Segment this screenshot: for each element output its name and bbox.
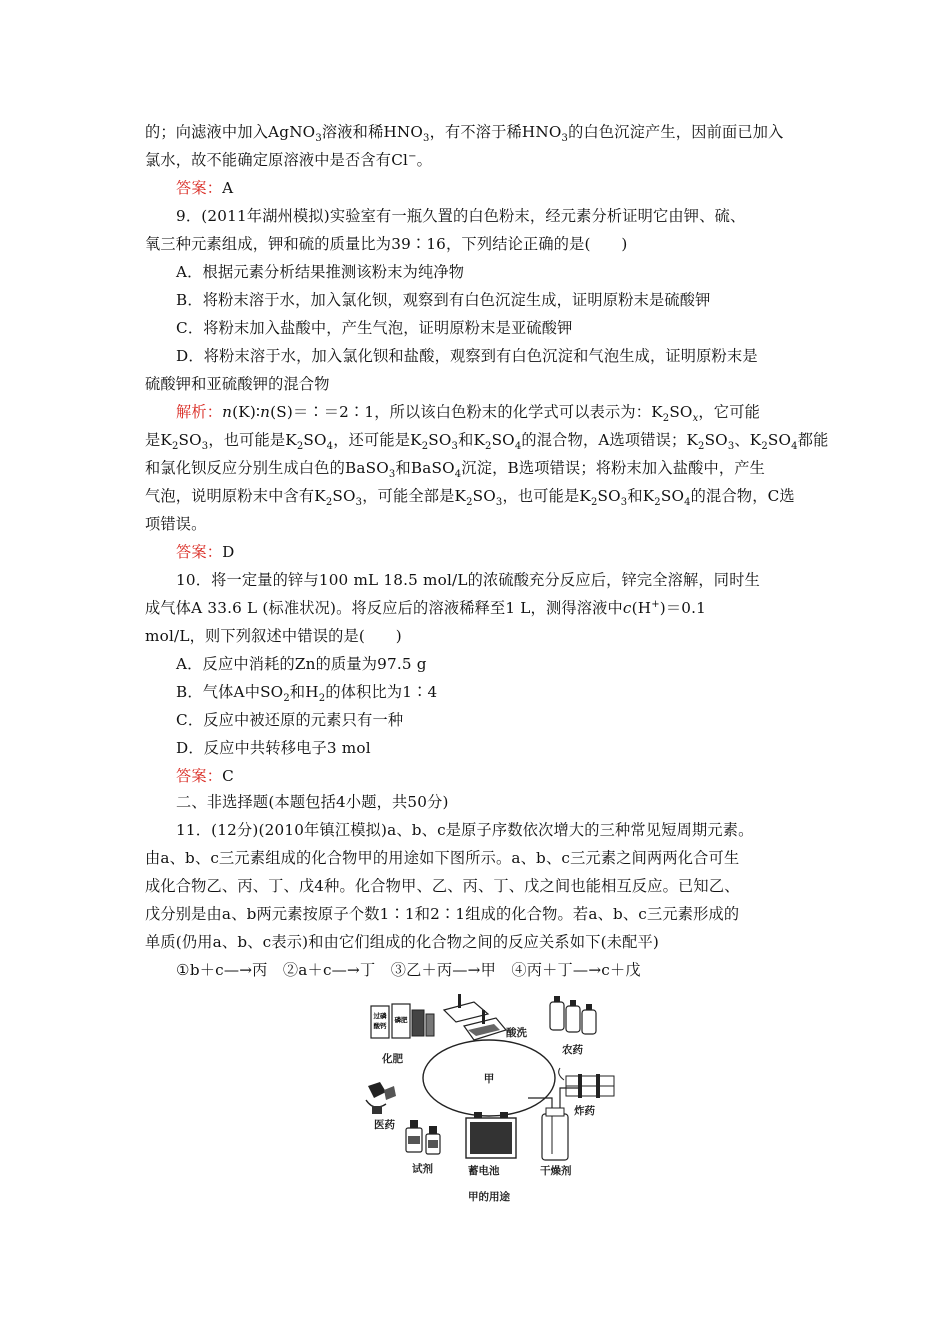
label-pesticide: 农药 — [562, 1044, 583, 1056]
bag-text: 过磷 — [373, 1012, 387, 1020]
question-11-stem: 由a、b、c三元素组成的化合物甲的用途如下图所示。a、b、c三元素之间两两化合可生 — [145, 849, 740, 867]
solution-line: 项错误。 — [145, 515, 207, 533]
acid-wash-icon — [444, 994, 506, 1040]
fertilizer-icon — [371, 1004, 434, 1038]
question-11-stem: 戊分别是由a、b两元素按原子个数1∶1和2∶1组成的化合物。若a、b、c三元素形成的 — [145, 905, 740, 923]
question-9-stem: 9．(2011年湖州模拟)实验室有一瓶久置的白色粉末，经元素分析证明它由钾、硫、 — [176, 207, 746, 225]
figure-caption: 甲的用途 — [468, 1191, 510, 1203]
option-b: B．将粉末溶于水，加入氯化钡，观察到有白色沉淀生成，证明原粉末是硫酸钾 — [176, 291, 711, 309]
explosives-icon — [559, 1068, 614, 1098]
drying-agent-icon — [528, 1088, 578, 1160]
question-11-stem: 成化合物乙、丙、丁、戊4种。化合物甲、乙、丙、丁、戊之间也能相互反应。已知乙、 — [145, 877, 740, 895]
solution-line: 和氯化钡反应分别生成白色的BaSO$_3$和BaSO$_4$沉淀，B选项错误；将粉末加入盐酸中，产生 — [145, 459, 766, 481]
label-fertilizer: 化肥 — [382, 1053, 403, 1065]
pesticide-icon — [550, 996, 596, 1034]
solution-line: 解析：n(K)∶n(S)＝∶＝2∶1，所以该白色粉末的化学式可以表示为：$K_2SO_x$，它可能 — [176, 403, 760, 425]
label-battery: 蓄电池 — [468, 1165, 500, 1177]
label-acid-wash: 酸洗 — [506, 1027, 527, 1039]
option-b: B．气体A中$SO_2$和$H_2$的体积比为1∶4 — [176, 683, 438, 705]
reagent-icon — [406, 1120, 440, 1154]
text-line: 氯水，故不能确定原溶液中是否含有Cl−。 — [145, 150, 433, 169]
bag-text: 磷肥 — [394, 1016, 408, 1024]
option-a: A．根据元素分析结果推测该粉末为纯净物 — [176, 263, 465, 281]
section-heading: 二、非选择题(本题包括4小题，共50分) — [176, 793, 449, 811]
question-10-stem: 成气体A 33.6 L (标准状况)。将反应后的溶液稀释至1 L，测得溶液中c(H+)＝0.1 — [145, 598, 707, 617]
battery-icon — [466, 1112, 516, 1158]
answer-line: 答案：C — [176, 767, 234, 785]
bag-text: 酸钙 — [373, 1022, 387, 1030]
option-c: C．反应中被还原的元素只有一种 — [176, 711, 404, 729]
option-d: D．反应中共转移电子3 mol — [176, 739, 371, 757]
question-11-stem: 11．(12分)(2010年镇江模拟)a、b、c是原子序数依次增大的三种常见短周期元素。 — [176, 821, 754, 839]
center-label: 甲 — [483, 1073, 495, 1085]
uses-diagram — [356, 988, 636, 1208]
option-d: 硫酸钾和亚硫酸钾的混合物 — [145, 375, 330, 393]
solution-line: 是$K_2SO_3$，也可能是$K_2SO_4$，还可能是$K_2SO_3$和$K_2SO_4$的混合物，A选项错误；$K_2SO_3$、$K_2SO_4$都能 — [145, 431, 829, 453]
option-a: A．反应中消耗的Zn的质量为97.5 g — [176, 655, 427, 673]
medicine-icon — [366, 1082, 396, 1114]
answer-line: 答案：D — [176, 543, 235, 561]
label-reagent: 试剂 — [412, 1163, 433, 1175]
option-d: D．将粉末溶于水，加入氯化钡和盐酸，观察到有白色沉淀和气泡生成，证明原粉末是 — [176, 347, 758, 365]
solution-line: 气泡，说明原粉末中含有$K_2SO_3$，可能全部是$K_2SO_3$，也可能是$K_2SO_3$和$K_2SO_4$的混合物，C选 — [145, 487, 795, 509]
reaction-list: ①b＋c—→丙 ②a＋c—→丁 ③乙＋丙—→甲 ④丙＋丁—→c＋戊 — [176, 961, 641, 979]
label-explosives: 炸药 — [574, 1105, 595, 1117]
question-9-stem: 氧三种元素组成，钾和硫的质量比为39∶16，下列结论正确的是( ) — [145, 235, 628, 253]
question-10-stem: 10．将一定量的锌与100 mL 18.5 mol/L的浓硫酸充分反应后，锌完全溶解，同时生 — [176, 571, 760, 589]
question-10-stem: mol/L，则下列叙述中错误的是( ) — [145, 627, 402, 645]
label-drying-agent: 干燥剂 — [540, 1165, 572, 1177]
answer-line: 答案：A — [176, 179, 234, 197]
option-c: C．将粉末加入盐酸中，产生气泡，证明原粉末是亚硫酸钾 — [176, 319, 573, 337]
label-medicine: 医药 — [374, 1119, 395, 1131]
question-11-stem: 单质(仍用a、b、c表示)和由它们组成的化合物之间的反应关系如下(未配平) — [145, 933, 660, 951]
text-line: 的；向滤液中加入AgNO$_3$溶液和稀$HNO_3$，有不溶于稀$HNO_3$的白色沉淀产生，因前面已加入 — [145, 123, 784, 145]
